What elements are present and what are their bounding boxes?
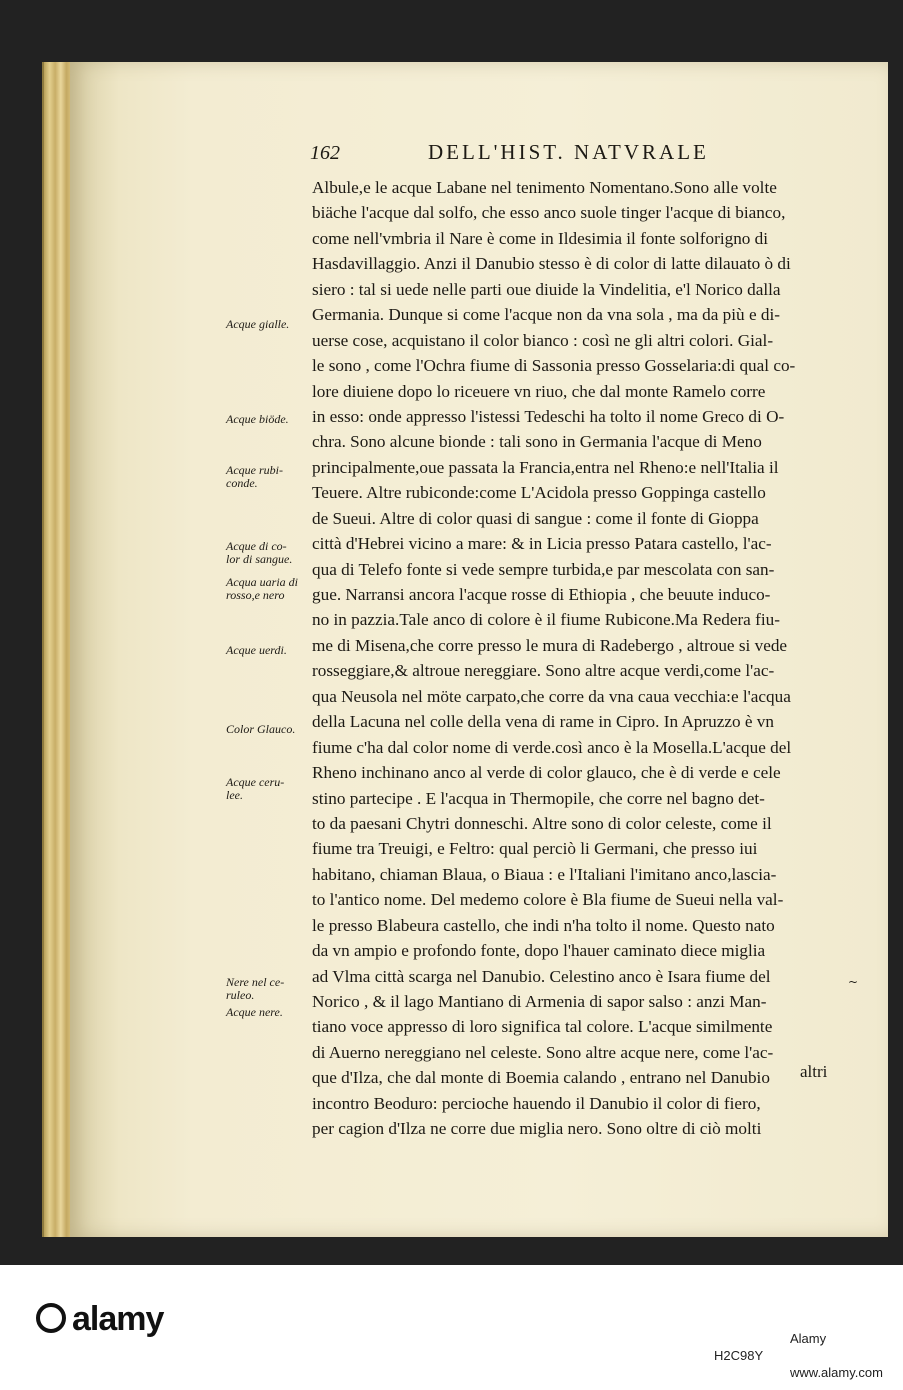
text-line: da vn ampio e profondo fonte, dopo l'hauer caminato diece miglia: [312, 941, 766, 961]
text-line: de Sueui. Altre di color quasi di sangue : come il fonte di Gioppa: [312, 508, 759, 528]
brand-name: alamy: [72, 1300, 164, 1338]
text-line: per cagion d'Ilza ne corre due miglia nero. Sono oltre di ciò molti: [312, 1119, 762, 1139]
margin-marker: ~: [848, 975, 859, 989]
text-line: tiano voce appresso di loro significa tal colore. L'acque similmente: [312, 1017, 773, 1037]
text-line: Teuere. Altre rubiconde:come L'Acidola presso Goppinga castello: [312, 483, 766, 503]
text-line: qua di Telefo fonte si vede sempre turbida,e par mescolata con san-: [312, 559, 775, 579]
text-line: stino partecipe . E l'acqua in Thermopile, che corre nel bagno det-: [312, 788, 765, 808]
text-line: Germania. Dunque si come l'acque non da vna sola , ma da più e di-: [312, 305, 780, 325]
text-line: siero : tal si uede nelle parti oue diuide la Vindelitia, e'l Norico dalla: [312, 279, 781, 299]
text-line: di Auerno nereggiano nel celeste. Sono altre acque nere, come l'ac-: [312, 1042, 774, 1062]
text-line: no in pazzia.Tale anco di colore è il fiume Rubicone.Ma Redera fiu-: [312, 610, 780, 630]
text-line: to l'antico nome. Del medemo colore è Bla fiume de Sueui nella val-: [312, 890, 784, 910]
text-line: biäche l'acque dal solfo, che esso anco suole tinger l'acque di bianco,: [312, 203, 786, 223]
brand-logo: [36, 1300, 163, 1339]
stock-image-id: H2C98Y: [714, 1348, 764, 1363]
text-line: que d'Ilza, che dal monte di Boemia calando , entrano nel Danubio: [312, 1068, 770, 1088]
text-line: uerse cose, acquistano il color bianco : così ne gli altri colori. Gial-: [312, 330, 774, 350]
text-line: Norico , & il lago Mantiano di Armenia di sapor salso : anzi Man-: [312, 992, 767, 1011]
margin-note: Acque uerdi.: [226, 643, 287, 657]
text-line: to da paesani Chytri donneschi. Altre sono di color celeste, come il: [312, 813, 772, 833]
margin-note: Acque biöde.: [226, 412, 289, 426]
body-text: [312, 175, 862, 1142]
text-line: ad Vlma città scarga nel Danubio. Celestino anco è Isara fiume del: [312, 966, 771, 986]
text-line: principalmente,oue passata la Francia,entra nel Rheno:e nell'Italia il: [312, 457, 779, 477]
margin-note: Acque ceru-lee.: [226, 775, 285, 802]
text-line: rosseggiare,& altroue nereggiare. Sono altre acque verdi,come l'ac-: [312, 661, 775, 681]
text-line: Rheno inchinano anco al verde di color glauco, che è di verde e cele: [312, 763, 781, 783]
page-header: [310, 140, 850, 168]
margin-note: Acque rubi-conde.: [226, 463, 283, 490]
text-line: della Lacuna nel colle della vena di rame in Cipro. In Apruzzo è vn: [312, 712, 774, 732]
margin-note: Acque gialle.: [226, 317, 290, 331]
text-line: qua Neusola nel möte carpato,che corre da vna caua vecchia:e l'acqua: [312, 686, 791, 706]
margin-note: Acque nere.: [226, 1005, 283, 1019]
text-line: fiume tra Treuigi, e Feltro: qual perciò li Germani, che presso iui: [312, 839, 758, 859]
text-line: gue. Narransi ancora l'acque rosse di Ethiopia , che beuute induco-: [312, 585, 771, 604]
book-page-edges: [42, 62, 72, 1237]
text-line: città d'Hebrei vicino a mare: & in Licia presso Patara castello, l'ac-: [312, 534, 772, 554]
text-line: le presso Blabeura castello, che indi n'ha tolto il nome. Questo nato: [312, 915, 775, 935]
text-line: Hasdavillaggio. Anzi il Danubio stesso è di color di latte dilauato ò di: [312, 254, 791, 274]
text-line: lore diuiene dopo lo riceuere vn riuo, che dal monte Ramelo corre: [312, 381, 766, 401]
text-line: habitano, chiaman Blaua, o Biaua : e l'Italiani l'imitano anco,lascia-: [312, 864, 777, 884]
text-line: fiume c'ha dal color nome di verde.così anco è la Mosella.L'acque del: [312, 737, 792, 757]
text-line: in esso: onde appresso l'istessi Tedeschi ha tolto il nome Greco di O-: [312, 406, 785, 426]
text-line: chra. Sono alcune bionde : tali sono in Germania l'acque di Meno: [312, 432, 762, 452]
margin-note: Acque di co-lor di sangue.: [226, 539, 293, 566]
logo-circle-icon: [36, 1303, 66, 1333]
margin-note: Nere nel ce-ruleo.: [226, 975, 285, 1002]
stock-url: www.alamy.com: [790, 1365, 883, 1380]
text-line: le sono , come l'Ochra fiume di Sassonia presso Gosselaria:di qual co-: [312, 356, 796, 376]
running-head: DELL'HIST. NATVRALE: [428, 140, 709, 164]
catchword: altri: [800, 1062, 828, 1081]
text-line: come nell'vmbria il Nare è come in Ildesimia il fonte solforigno di: [312, 228, 769, 248]
stock-label: Alamy: [790, 1331, 827, 1346]
margin-note: Color Glauco.: [226, 722, 296, 736]
text-line: me di Misena,che corre presso le mura di Radebergo , altroue si vede: [312, 635, 788, 655]
text-line: incontro Beoduro: percioche hauendo il Danubio il color di fiero,: [312, 1093, 761, 1113]
margin-note: Acqua uaria di rosso,e nero: [226, 575, 298, 602]
page-number: 162: [310, 142, 340, 164]
text-line: Albule,e le acque Labane nel tenimento Nomentano.Sono alle volte: [312, 178, 777, 197]
